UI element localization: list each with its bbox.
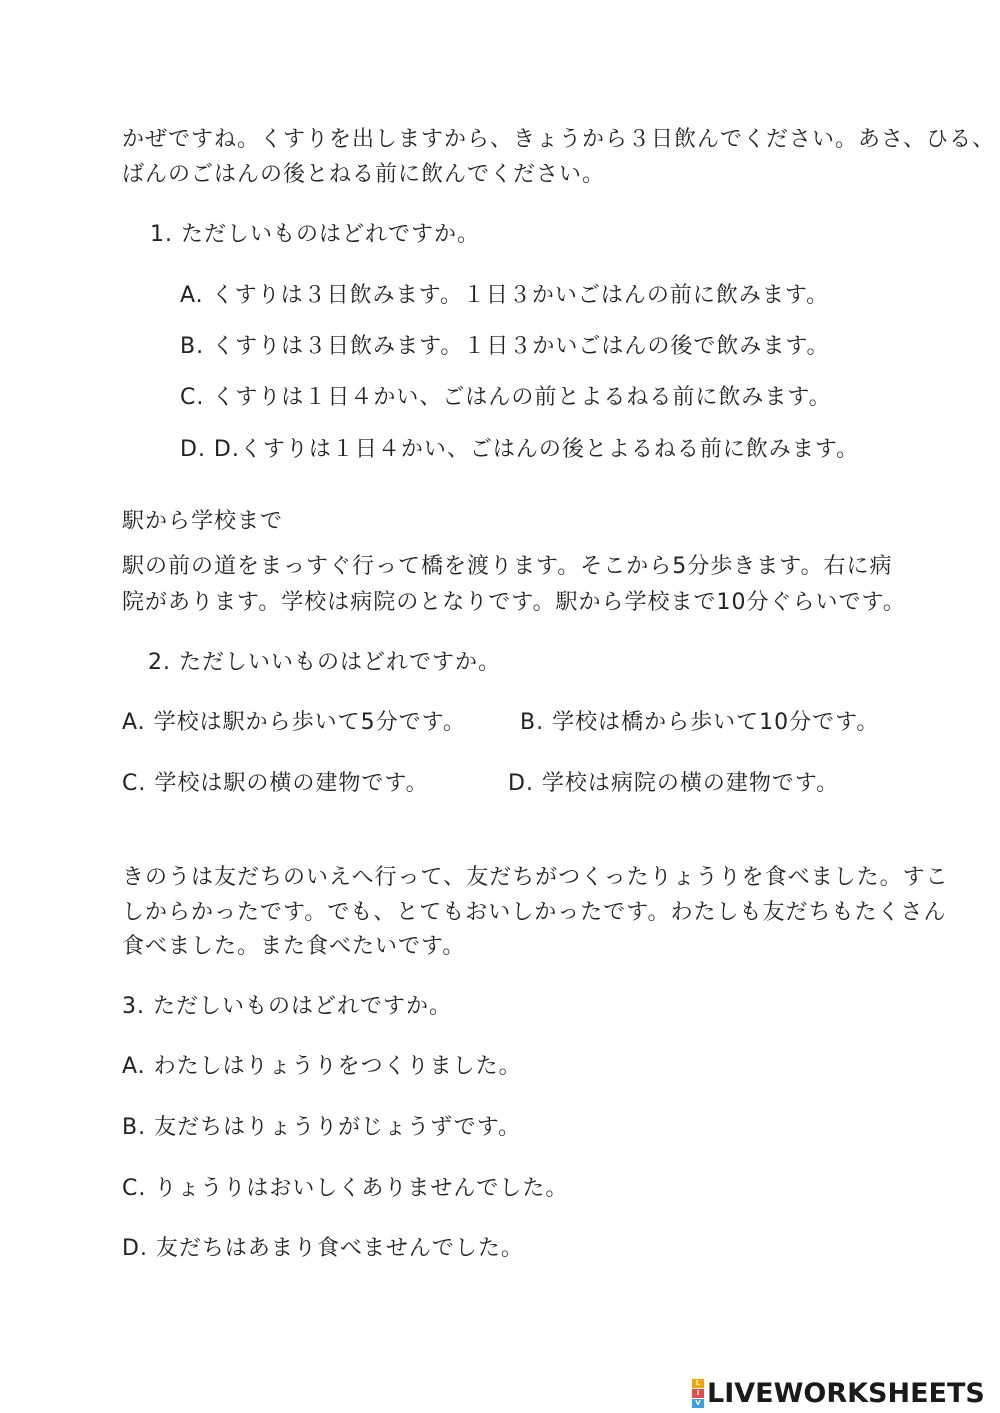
question2-option-b: B. 学校は橋から歩いて10分です。: [520, 710, 880, 735]
question1-prompt: 1. ただしいものはどれですか。: [150, 222, 480, 247]
question2-option-c: C. 学校は駅の横の建物です。: [122, 771, 429, 796]
question3-option-a: A. わたしはりょうりをつくりました。: [122, 1054, 522, 1079]
question1-option-a: A. くすりは３日飲みます。１日３かいごはんの前に飲みます。: [180, 283, 830, 308]
logo-badge-v: V: [692, 1399, 704, 1408]
passage1-line2: ばんのごはんの後とねる前に飲んでください。: [122, 162, 606, 187]
logo-text: LIVEWORKSHEETS: [707, 1377, 985, 1409]
question3-option-c: C. りょうりはおいしくありませんでした。: [122, 1176, 569, 1201]
question2-option-a: A. 学校は駅から歩いて5分です。: [122, 710, 466, 735]
passage2-title: 駅から学校まで: [122, 509, 284, 534]
question2-option-d: D. 学校は病院の横の建物です。: [508, 771, 840, 796]
passage3-line2: しからかったです。でも、とてもおいしかったです。わたしも友だちもたくさん: [122, 900, 947, 925]
question1-option-b: B. くすりは３日飲みます。１日３かいごはんの後で飲みます。: [180, 334, 830, 359]
logo-badge-l: L: [692, 1379, 704, 1388]
logo-badge: [692, 1379, 704, 1408]
question3-option-b: B. 友だちはりょうりがじょうずです。: [122, 1115, 521, 1140]
question3-option-d: D. 友だちはあまり食べませんでした。: [122, 1236, 524, 1261]
passage2-line1: 駅の前の道をまっすぐ行って橋を渡ります。そこから5分歩きます。右に病: [122, 554, 893, 579]
passage3-line1: きのうは友だちのいえへ行って、友だちがつくったりょうりを食べました。すこ: [122, 865, 949, 890]
liveworksheets-logo: [692, 1376, 985, 1410]
question3-prompt: 3. ただしいものはどれですか。: [122, 994, 452, 1019]
passage1-line1: かぜですね。くすりを出しますから、きょうから３日飲んでください。あさ、ひる、: [122, 127, 996, 152]
passage3-line3: 食べました。また食べたいです。: [122, 934, 466, 959]
question1-option-d: D. D.くすりは１日４かい、ごはんの後とよるねる前に飲みます。: [180, 437, 860, 462]
logo-badge-i: I: [692, 1389, 704, 1398]
question1-option-c: C. くすりは１日４かい、ごはんの前とよるねる前に飲みます。: [180, 385, 832, 410]
passage2-line2: 院があります。学校は病院のとなりです。駅から学校まで10分ぐらいです。: [122, 590, 906, 615]
question2-prompt: 2. ただしいいものはどれですか。: [148, 650, 501, 675]
